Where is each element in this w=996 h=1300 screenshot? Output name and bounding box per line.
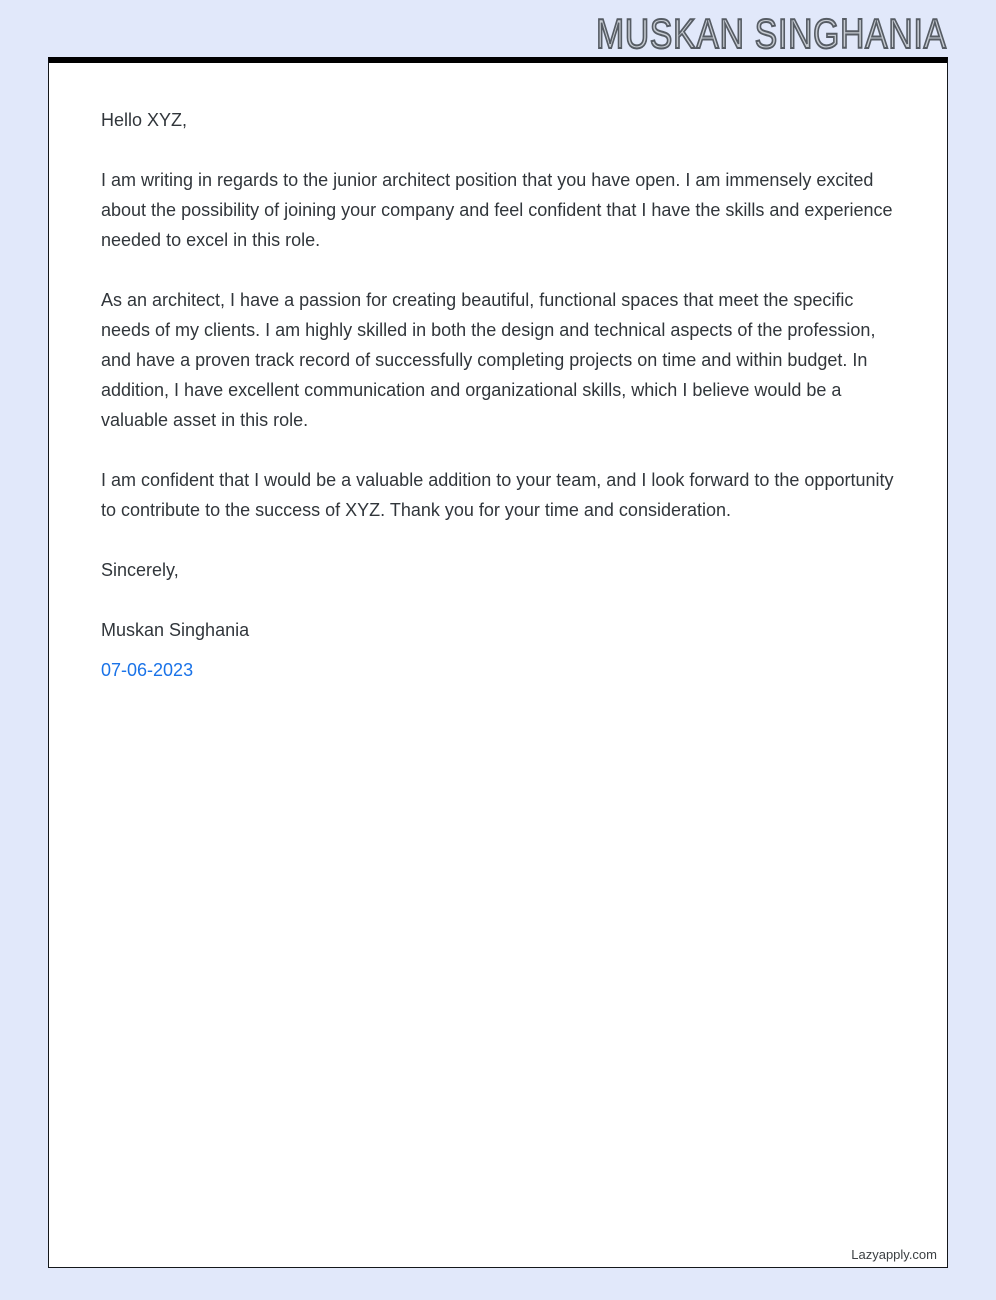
letter-content xyxy=(49,63,947,685)
signature-name: Muskan Singhania xyxy=(101,620,250,640)
header-band xyxy=(48,0,948,57)
paragraph-conclusion: I am confident that I would be a valuable addition to your team, and I look forward to the opportunity to contribute to the success of XYZ. Thank you for your time and consideration. xyxy=(101,470,894,520)
author-name-heading: MUSKAN SINGHANIA xyxy=(595,10,947,57)
greeting-text: Hello XYZ, xyxy=(101,110,188,130)
paragraph-intro: I am writing in regards to the junior architect position that you have open. I am immensely excited about the possibility of joining your company and feel confident that I have the skills and experience needed to excel in this role. xyxy=(101,170,893,250)
letter-date-link[interactable]: 07-06-2023 xyxy=(101,660,194,680)
paragraph-body: As an architect, I have a passion for creating beautiful, functional spaces that meet the specific needs of my clients. I am highly skilled in both the design and technical aspects of the profession, and have a proven track record of successfully completing projects on time and within budget. In addition, I have excellent communication and organizational skills, which I believe would be a valuable asset in this role. xyxy=(101,290,876,430)
closing-text: Sincerely, xyxy=(101,560,179,580)
letter-page xyxy=(48,57,948,1268)
watermark-link[interactable]: Lazyapply.com xyxy=(851,1247,937,1262)
